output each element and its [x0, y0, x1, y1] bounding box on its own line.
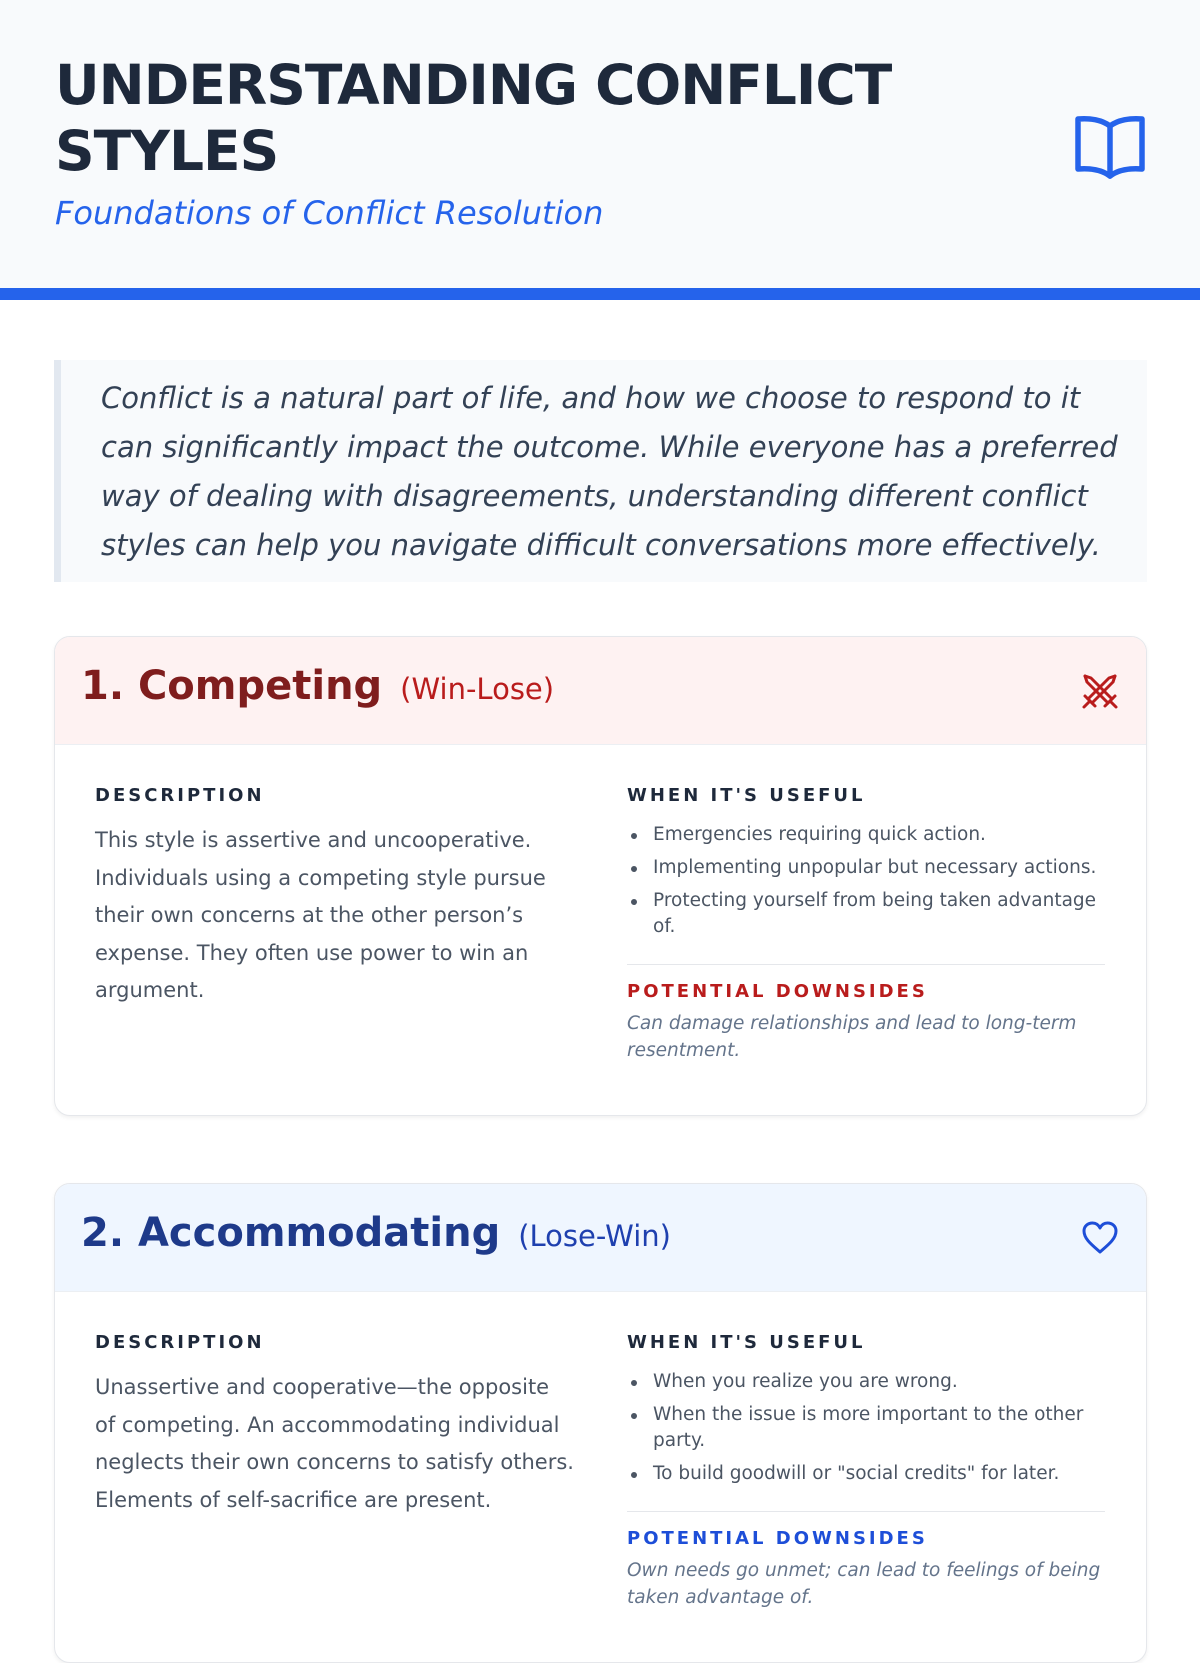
- downside-label: POTENTIAL DOWNSIDES: [627, 981, 928, 1002]
- description-label: DESCRIPTION: [95, 1332, 265, 1353]
- description-column: [95, 1332, 575, 1519]
- page-title: UNDERSTANDING CONFLICT STYLES: [55, 53, 892, 183]
- useful-list: [627, 1369, 1105, 1487]
- downside-label: POTENTIAL DOWNSIDES: [627, 1528, 928, 1549]
- list-item: To build goodwill or "social credits" for later.: [627, 1461, 1105, 1487]
- style-card-competing: [54, 636, 1147, 1116]
- list-item: Emergencies requiring quick action.: [627, 822, 1105, 848]
- divider: [627, 1511, 1105, 1512]
- style-name: 2. Accommodating: [81, 1210, 501, 1256]
- description-column: [95, 785, 575, 1010]
- style-name: 1. Competing: [81, 663, 383, 709]
- downside-text: Own needs go unmet; can lead to feelings of being taken advantage of.: [627, 1560, 1101, 1608]
- useful-label: WHEN IT'S USEFUL: [627, 1332, 866, 1353]
- page-header: [0, 0, 1200, 300]
- downside-text: Can damage relationships and lead to long-term resentment.: [627, 1013, 1077, 1061]
- divider: [627, 964, 1105, 965]
- list-item: When the issue is more important to the other party.: [627, 1402, 1105, 1454]
- useful-column: [627, 1332, 1105, 1611]
- style-badge: (Win-Lose): [400, 672, 555, 706]
- intro-quote: Conflict is a natural part of life, and how we choose to respond to it can significantly impact the outcome. While everyone has a preferred way of dealing with disagreements, understanding different conflict styles can help you navigate difficult conversations more effectively.: [54, 360, 1147, 582]
- card-header: [55, 1184, 1146, 1292]
- book-open-icon: [1074, 114, 1146, 180]
- useful-list: [627, 822, 1105, 940]
- description-text: This style is assertive and uncooperative. Individuals using a competing style pursue their own concerns at the other person’s expense. They often use power to win an argument.: [95, 828, 546, 1002]
- list-item: Implementing unpopular but necessary actions.: [627, 855, 1105, 881]
- card-title: [81, 663, 554, 709]
- useful-column: [627, 785, 1105, 1064]
- style-badge: (Lose-Win): [518, 1219, 671, 1253]
- crossed-swords-icon: [1080, 671, 1120, 711]
- description-label: DESCRIPTION: [95, 785, 265, 806]
- style-card-accommodating: [54, 1183, 1147, 1663]
- useful-label: WHEN IT'S USEFUL: [627, 785, 866, 806]
- list-item: When you realize you are wrong.: [627, 1369, 1105, 1395]
- list-item: Protecting yourself from being taken advantage of.: [627, 888, 1105, 940]
- heart-icon: [1080, 1218, 1120, 1258]
- description-text: Unassertive and cooperative—the opposite of competing. An accommodating individual neglects their own concerns to satisfy others. Elements of self-sacrifice are present.: [95, 1375, 574, 1512]
- card-header: [55, 637, 1146, 745]
- card-title: [81, 1210, 671, 1256]
- page-subtitle: Foundations of Conflict Resolution: [55, 194, 604, 232]
